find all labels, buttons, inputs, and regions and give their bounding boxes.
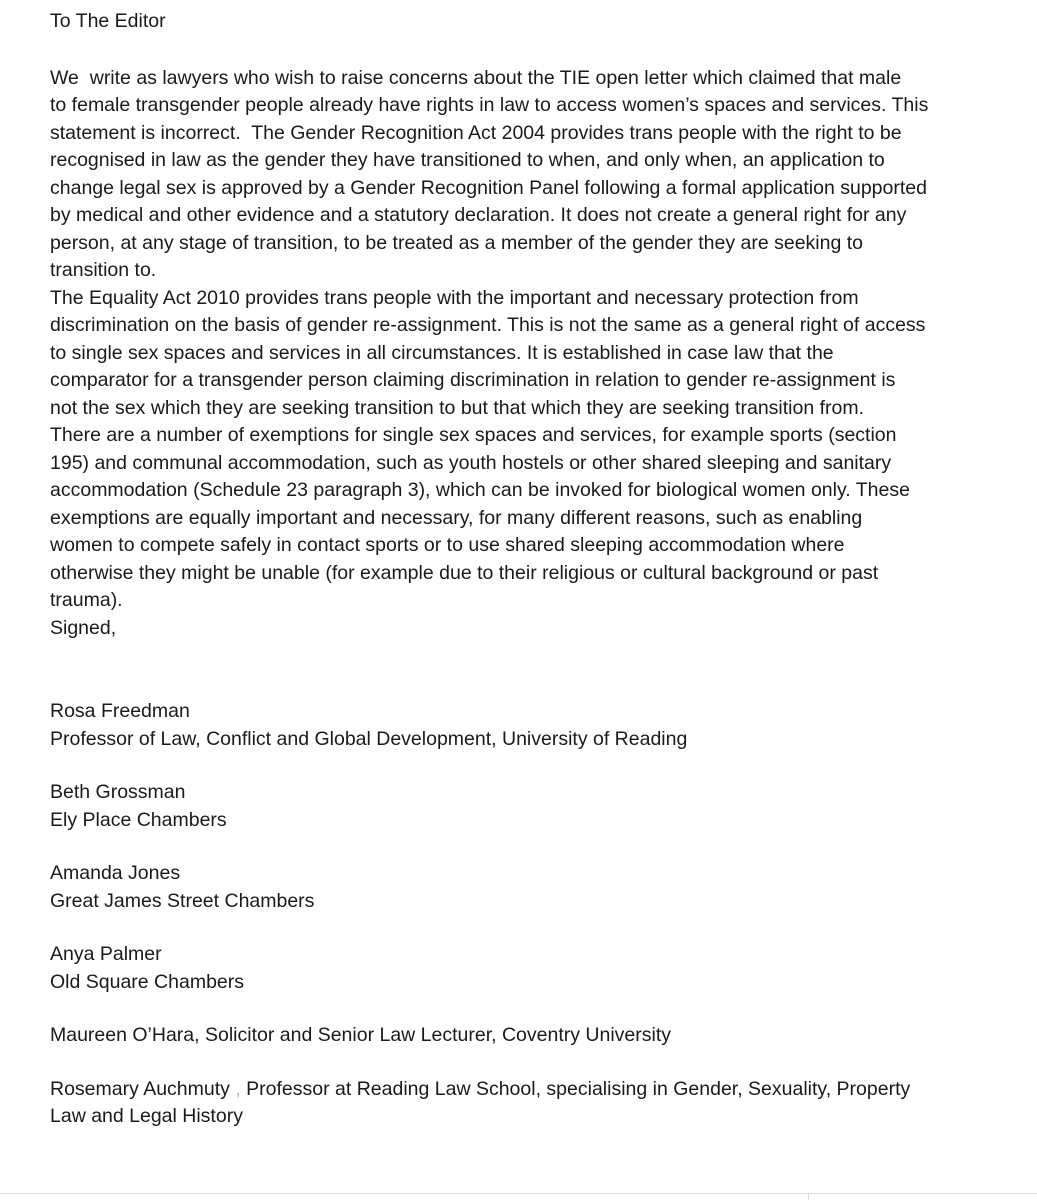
paragraph-1 (50, 65, 1020, 285)
paragraph-line: women to compete safely in contact sports or to use shared sleeping accommodation where (50, 534, 845, 556)
paragraph-line: exemptions are equally important and necessary, for many different reasons, such as enabling (50, 506, 863, 529)
signatory-single-line: Maureen O’Hara, Solicitor and Senior Law Lecturer, Coventry University (50, 1024, 672, 1046)
signatory-line (50, 1076, 1020, 1104)
signatory-affiliation: Professor at Reading Law School, specialising in Gender, Sexuality, Property (240, 1077, 911, 1100)
paragraph-line: to single sex spaces and services in all circumstances. It is established in case law that the (50, 341, 834, 364)
signatory (50, 698, 1020, 753)
signatory-name: Anya Palmer (50, 943, 162, 965)
paragraph-line: change legal sex is approved by a Gender Recognition Panel following a formal application supported (50, 176, 927, 199)
paragraph-line: The Equality Act 2010 provides trans people with the important and necessary protection from (50, 286, 859, 309)
signatory-affiliation: Ely Place Chambers (50, 808, 227, 831)
signatory (50, 779, 1020, 834)
paragraph-line: trauma). (50, 589, 123, 611)
signatory-affiliation: Professor of Law, Conflict and Global Development, University of Reading (50, 727, 688, 750)
signatory-name: Rosemary Auchmuty (50, 1077, 230, 1100)
signatory (50, 860, 1020, 915)
page-divider (0, 1193, 1037, 1194)
page-divider-tick (808, 1193, 809, 1200)
paragraph-line: by medical and other evidence and a statutory declaration. It does not create a general right for any (50, 204, 907, 226)
signatory-affiliation: Great James Street Chambers (50, 889, 315, 912)
paragraph-line: transition to. (50, 259, 157, 281)
salutation: To The Editor (50, 10, 166, 32)
signatory-name: Amanda Jones (50, 862, 181, 884)
paragraph-line: not the sex which they are seeking transition to but that which they are seeking transition from. (50, 396, 865, 419)
paragraph-line: statement is incorrect. The Gender Recognition Act 2004 provides trans people with the right to be (50, 121, 902, 144)
paragraph-line: 195) and communal accommodation, such as youth hostels or other shared sleeping and sanitary (50, 451, 892, 474)
closing: Signed, (50, 616, 117, 639)
paragraph-line: to female transgender people already have rights in law to access women’s spaces and services. This (50, 94, 929, 116)
paragraph-line: otherwise they might be unable (for example due to their religious or cultural background or past (50, 561, 879, 584)
signatory-affiliation: Old Square Chambers (50, 970, 245, 993)
signatory-affiliation-continued: Law and Legal History (50, 1105, 243, 1127)
paragraph-line: comparator for a transgender person claiming discrimination in relation to gender re-assignment is (50, 369, 896, 391)
paragraph-2 (50, 285, 1020, 615)
signatory (50, 941, 1020, 996)
signatory-name: Rosa Freedman (50, 700, 190, 722)
paragraph-line: discrimination on the basis of gender re-assignment. This is not the same as a general right of access (50, 314, 926, 336)
paragraph-line: person, at any stage of transition, to be treated as a member of the gender they are seeking to (50, 231, 863, 254)
letter-body (50, 8, 1020, 1131)
signatory (50, 1076, 1020, 1131)
paragraph-line: recognised in law as the gender they have transitioned to when, and only when, an application to (50, 149, 885, 171)
paragraph-line: There are a number of exemptions for single sex spaces and services, for example sports (section (50, 424, 897, 446)
paragraph-line: We write as lawyers who wish to raise concerns about the TIE open letter which claimed that male (50, 66, 902, 89)
paragraph-line: accommodation (Schedule 23 paragraph 3), which can be invoked for biological women only. These (50, 479, 910, 501)
separator-comma: , (235, 1077, 241, 1100)
signatory-name: Beth Grossman (50, 781, 186, 803)
